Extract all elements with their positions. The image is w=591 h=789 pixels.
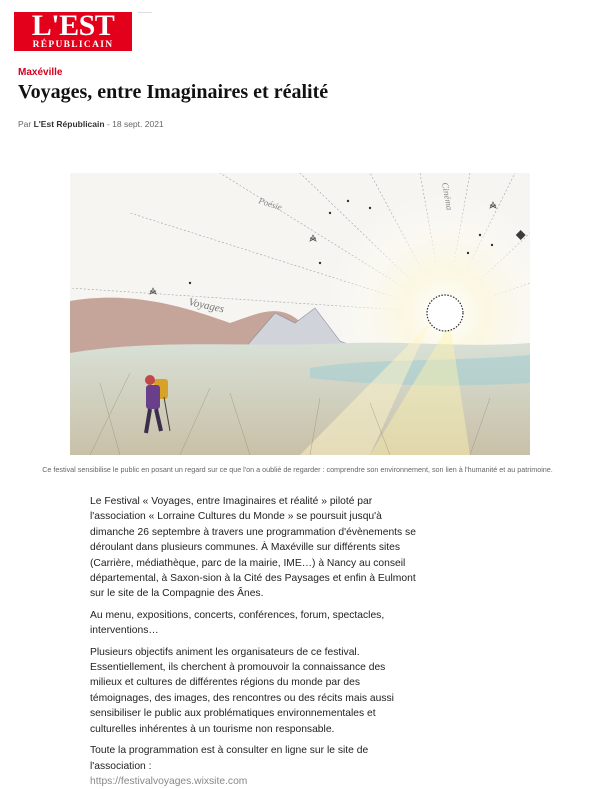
article-paragraph: Toute la programmation est à consulter en ligne sur le site de l'association : bbox=[90, 745, 369, 772]
header-divider bbox=[138, 12, 152, 13]
article-paragraph: Au menu, expositions, concerts, conférences, forum, spectacles, interventions… bbox=[90, 609, 385, 637]
byline-prefix: Par bbox=[18, 119, 34, 129]
byline bbox=[18, 119, 164, 129]
article-title: Voyages, entre Imaginaires et réalité bbox=[18, 81, 329, 103]
section-label[interactable]: Maxéville bbox=[18, 67, 63, 78]
sketch-label-poesie: Poésie bbox=[257, 195, 284, 213]
logo-line-1: L'EST bbox=[31, 9, 115, 42]
sketch-label-cinema: Cinéma bbox=[440, 181, 455, 211]
image-caption: Ce festival sensibilise le public en posant un regard sur ce que l'on a oublié de regarder : comprendre son environnement, son lien à l'humanité et au patrimoine. bbox=[42, 465, 553, 474]
brand-logo[interactable] bbox=[14, 9, 132, 51]
festival-link[interactable]: https://festivalvoyages.wixsite.com bbox=[90, 775, 248, 787]
article-illustration bbox=[70, 173, 530, 455]
article-body bbox=[90, 494, 420, 789]
logo-line-2: RÉPUBLICAIN bbox=[32, 40, 114, 50]
article-paragraph: Plusieurs objectifs animent les organisateurs de ce festival. Essentiellement, ils cherchent à promouvoir la connaissance des milieux et cultures de différentes régions du monde par des témoignages, des images, des rencontres ou des récits mais aussi sensibiliser le public aux problématiques environnementales et culturelles inhérentes à un tourisme non responsable. bbox=[90, 646, 394, 735]
illustration-svg bbox=[70, 173, 530, 455]
byline-date: - 18 sept. 2021 bbox=[104, 119, 164, 129]
sketch-label-voyages: Voyages bbox=[187, 296, 226, 316]
article-paragraph: Le Festival « Voyages, entre Imaginaires et réalité » piloté par l'association « Lorraine Cultures du Monde » se poursuit jusqu'à dimanche 26 septembre à travers une programmation d'évènements se déroulant dans plusieurs communes. À Maxéville sur différents sites (Carrière, médiathèque, parc de la mairie, IME…) à Nancy au conseil départemental, à Saxon-sion à la Cité des Paysages et enfin à Eulmont sur le site de la Compagnie des Ânes. bbox=[90, 496, 416, 600]
byline-author[interactable]: L'Est Républicain bbox=[33, 119, 105, 129]
